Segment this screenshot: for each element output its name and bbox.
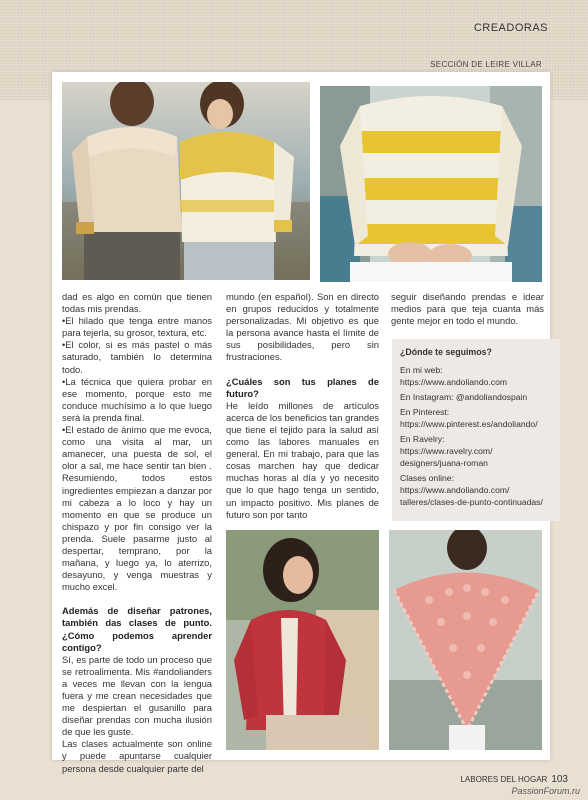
paragraph: mundo (en español). Son en directo en grupos reducidos y totalmente personalizadas. Mi objetivo es que la persona avance hasta el límite de sus posibilidades, pero sin frustraciones. — [226, 291, 379, 363]
web-label: En mi web: — [400, 365, 443, 375]
page-footer — [460, 774, 568, 785]
text-column-3 — [391, 291, 544, 327]
ravelry-label: En Ravelry: — [400, 434, 445, 444]
paragraph: Sí, es parte de todo un proceso que se retroalimenta. Mis #andolianders a veces me llevan con la lengua fuera y me crean necesidades que me despiertan el gusanillo para diseñar prendas con mucha ilusión de que les guste. — [62, 653, 212, 738]
classes-link[interactable]: https://www.andoliando.com/ — [400, 485, 510, 495]
page-number: 103 — [551, 774, 568, 785]
paragraph: •La técnica que quiera probar en ese momento, porque esto me conduce muchísimo a lo que luego será la prenda final. — [62, 375, 212, 423]
paragraph: •El hilado que tenga entre manos para tejerla, su grosor, textura, etc. — [62, 315, 212, 339]
box-title: ¿Dónde te seguimos? — [400, 347, 492, 357]
paragraph: •El estado de ánimo que me evoca, como una visita al mar, un amanecer, una puesta de sol, el olor a sal, me hace sentir tan bien . Resumiendo, todos estos ingredientes empiezan a danzar por mi cabeza a lo loco y hay un momento en que se produce un chispazo y por fin consigo ver la prenda. Suele pasarme justo al despertar, temprano, por la mañana, y luego ya, lo aterrizo, desayuno, y venga muestras y mucho excel. — [62, 424, 212, 593]
section-label: SECCIÓN DE LEIRE VILLAR — [430, 60, 542, 69]
watermark: PassionForum.ru — [511, 786, 580, 796]
classes-link-cont[interactable]: talleres/clases-de-punto-continuadas/ — [400, 497, 543, 507]
page-header-title: CREADORAS — [473, 22, 548, 34]
photo-two-women-sweaters — [62, 82, 310, 280]
pinterest-link[interactable]: https://www.pinterest.es/andoliando/ — [400, 419, 538, 429]
pinterest-label: En Pinterest: — [400, 407, 450, 417]
text-column-1 — [62, 291, 212, 775]
ravelry-link[interactable]: https://www.ravelry.com/ — [400, 446, 493, 456]
text-column-2 — [226, 291, 379, 521]
photo-yellow-striped-sweater — [320, 86, 542, 282]
photo-pink-lace-shawl — [389, 530, 542, 750]
paragraph: He leído millones de artículos acerca de los beneficios tan grandes que tiene el tejido para la salud así como las labores manuales en general. En mi trabajo, para que las cosas marchen hay que dedicar muchas horas al día y yo necesito que lo que hago tenga un sentido, un impacto positivo. Mis planes de futuro son por tanto — [226, 399, 379, 520]
paragraph: •El color, si es más pastel o más saturado, también lo determina todo. — [62, 339, 212, 375]
interview-question: ¿Cuáles son tus planes de futuro? — [226, 375, 379, 399]
magazine-name: LABORES DEL HOGAR — [460, 775, 548, 784]
paragraph: Las clases actualmente son online y puede apuntarse cualquier persona desde cualquier parte del — [62, 738, 212, 774]
social-links-box — [392, 339, 560, 521]
instagram-link[interactable]: En Instagram: @andoliandospain — [400, 392, 528, 402]
paragraph: dad es algo en común que tienen todas mis prendas. — [62, 291, 212, 315]
paragraph: seguir diseñando prendas e idear medios para que teja cuanta más gente mejor en todo el mundo. — [391, 291, 544, 327]
ravelry-link-cont[interactable]: designers/juana-roman — [400, 458, 488, 468]
interview-question: Además de diseñar patrones, también das clases de punto. ¿Cómo podemos aprender contigo? — [62, 605, 212, 653]
classes-label: Clases online: — [400, 473, 454, 483]
web-link[interactable]: https://www.andoliando.com — [400, 377, 508, 387]
photo-red-cardigan — [226, 530, 379, 750]
